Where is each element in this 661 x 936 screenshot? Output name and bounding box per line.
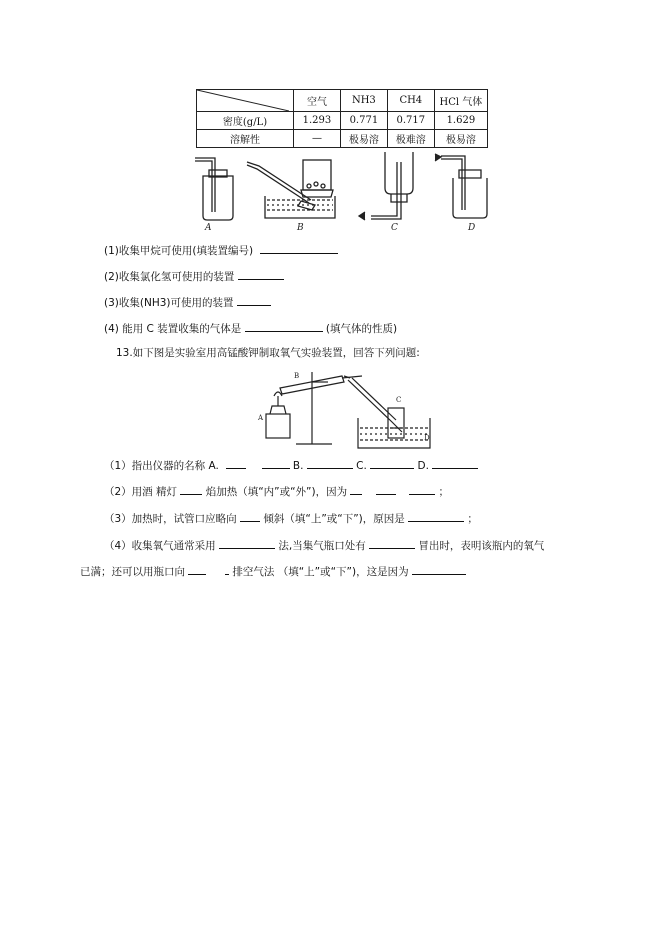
table-cell: —: [294, 130, 341, 148]
answer-blank[interactable]: [260, 242, 338, 254]
problem-13-part-4-line-2: [80, 563, 466, 579]
figure-label-d: D: [424, 434, 430, 442]
answer-blank[interactable]: [350, 483, 362, 495]
answer-blank-a2[interactable]: [262, 457, 290, 469]
part-4-line2-prefix: 已满；还可以用瓶口向: [80, 566, 185, 578]
part-4-middle-1: 法,当集气瓶口处有: [278, 540, 366, 552]
apparatus-label-c: C: [391, 223, 398, 232]
problem-13-part-4: [104, 537, 544, 553]
apparatus-label-d: D: [468, 223, 476, 232]
answer-blank[interactable]: [188, 563, 206, 575]
part-4-line2-middle: 排空气法 （填“上”或“下”)，这是因为: [232, 566, 409, 578]
problem-13-part-2: [104, 483, 449, 499]
table-cell: 极易溶: [434, 130, 487, 148]
part-2-prefix: （2）用酒 精灯: [104, 486, 178, 498]
part-3-end: ；: [467, 513, 478, 525]
row-label: 密度(g/L): [197, 112, 294, 130]
part-2-end: ；: [438, 486, 449, 498]
answer-blank[interactable]: [225, 563, 229, 575]
problem-13-part-3: [104, 510, 478, 526]
part-3-prefix: （3）加热时，试管口应略向: [104, 513, 237, 525]
table-cell: 极难溶: [387, 130, 434, 148]
question-4: [104, 320, 397, 336]
table-cell: 1.293: [294, 112, 341, 130]
figure-label-a: A: [258, 414, 264, 422]
apparatus-label-b: B: [297, 223, 304, 232]
row-label: 溶解性: [197, 130, 294, 148]
question-1: [104, 242, 338, 258]
figure-label-c: C: [396, 396, 402, 404]
answer-blank[interactable]: [180, 483, 202, 495]
answer-blank[interactable]: [238, 268, 284, 280]
answer-blank[interactable]: [376, 483, 396, 495]
question-3: [104, 294, 271, 310]
question-4-text: (4) 能用 C 装置收集的气体是: [104, 323, 242, 335]
part-4-middle-2: 冒出时，表明该瓶内的氧气: [418, 540, 545, 552]
apparatus-c: [359, 152, 413, 220]
answer-blank[interactable]: [219, 537, 275, 549]
apparatus-label-a: A: [205, 223, 212, 232]
answer-blank[interactable]: [408, 510, 464, 522]
diagonal-header-cell: [197, 90, 294, 112]
table-header-row: [197, 90, 488, 112]
table-row: [197, 130, 488, 148]
problem-13-title: 13.如下图是实验室用高锰酸钾制取氧气实验装置，回答下列问题:: [116, 347, 420, 359]
table-cell: 0.717: [387, 112, 434, 130]
apparatus-b: [247, 160, 335, 218]
part-1-label-b: B.: [292, 460, 304, 472]
part-1-prefix: （1）指出仪器的名称 A.: [104, 460, 219, 472]
header-cell: HCl 气体: [434, 90, 487, 112]
answer-blank[interactable]: [412, 563, 466, 575]
part-1-label-c: C.: [356, 460, 367, 472]
oxygen-preparation-apparatus-figure: [252, 370, 442, 452]
answer-blank-c[interactable]: [370, 457, 414, 469]
answer-blank[interactable]: [409, 483, 435, 495]
diagonal-line: [197, 90, 289, 111]
answer-blank[interactable]: [245, 320, 323, 332]
gas-collection-apparatus-figure: [185, 150, 505, 232]
apparatus-d: [435, 154, 487, 218]
apparatus-a: [195, 158, 233, 220]
header-cell: 空气: [294, 90, 341, 112]
question-3-text: (3)收集(NH3)可使用的装置: [104, 297, 234, 309]
gas-property-table: [196, 89, 488, 148]
table-cell: 1.629: [434, 112, 487, 130]
answer-blank-d[interactable]: [432, 457, 478, 469]
problem-13-part-1: [104, 457, 478, 473]
header-cell: CH4: [387, 90, 434, 112]
answer-blank[interactable]: [237, 294, 271, 306]
table-row: [197, 112, 488, 130]
answer-blank[interactable]: [240, 510, 260, 522]
part-3-middle: 倾斜（填“上”或“下”)，原因是: [263, 513, 405, 525]
question-2: [104, 268, 284, 284]
question-2-text: (2)收集氯化氢可使用的装置: [104, 271, 235, 283]
table-cell: 极易溶: [340, 130, 387, 148]
header-cell: NH3: [340, 90, 387, 112]
table-cell: 0.771: [340, 112, 387, 130]
figure-label-b: B: [294, 372, 300, 380]
answer-blank[interactable]: [369, 537, 415, 549]
answer-blank-b[interactable]: [307, 457, 353, 469]
answer-blank-a[interactable]: [226, 457, 246, 469]
question-4-suffix: (填气体的性质): [325, 323, 398, 335]
part-4-prefix: （4）收集氧气通常采用: [104, 540, 216, 552]
part-1-label-d: D.: [417, 460, 429, 472]
part-2-middle: 焰加热（填“内”或“外”)，因为: [205, 486, 348, 498]
question-1-text: (1)收集甲烷可使用(填装置编号): [104, 245, 254, 257]
